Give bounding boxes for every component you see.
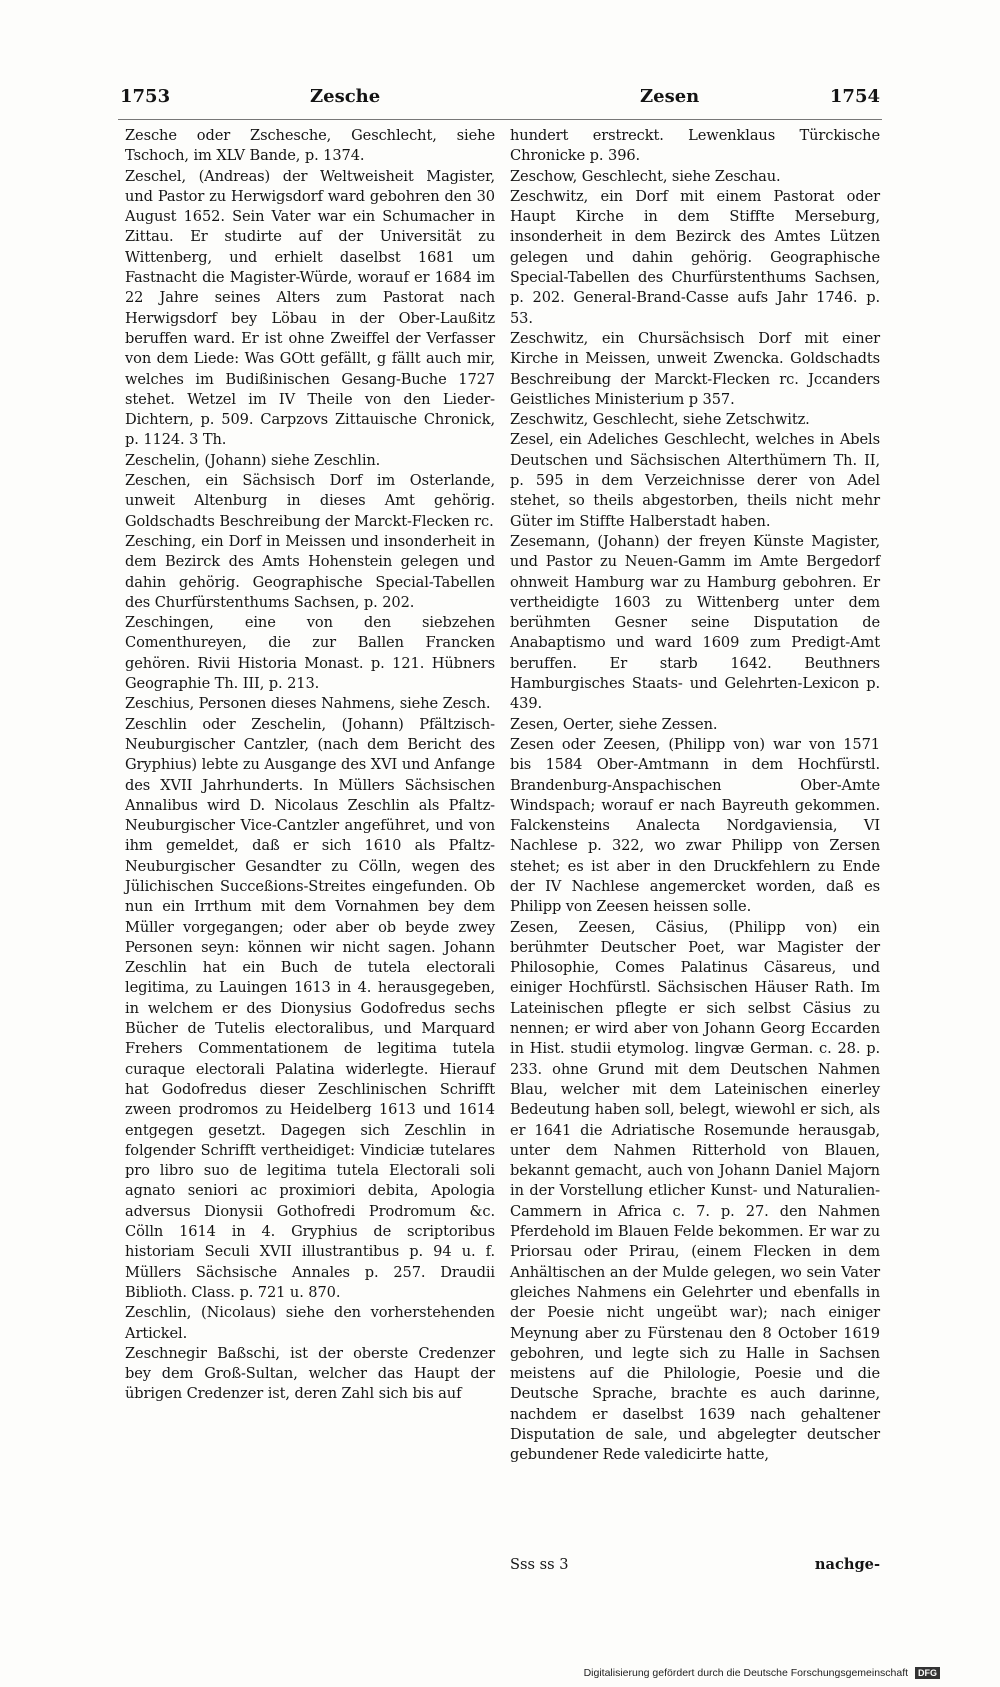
entry-paragraph: Zeschius, Personen dieses Nahmens, siehe Zesch.: [125, 695, 491, 713]
entry-paragraph: hundert erstreckt. Lewenklaus Türckische Chronicke p. 396.: [510, 127, 880, 165]
running-header: [120, 86, 880, 116]
dfg-logo: DFG: [915, 1667, 940, 1679]
page-number-right: 1754: [829, 86, 880, 107]
entry-paragraph: Zeschwitz, Geschlecht, siehe Zetschwitz.: [510, 411, 810, 429]
entry-paragraph: Zesching, ein Dorf in Meissen und insonderheit in dem Bezirck des Amts Hohenstein gelegen und dahin gehörig. Geographische Special-Tabellen des Churfürstenthums Sachsen, p. 202.: [125, 532, 495, 611]
right-column: [510, 126, 880, 1466]
entry-paragraph: Zesen oder Zeesen, (Philipp von) war von 1571 bis 1584 Ober-Amtmann in dem Hochfürstl. Brandenburg-Anspachischen Ober-Amte Windspach; worauf er nach Bayreuth gekommen. Falckensteins Analecta Nordgaviensia, VI Nachlese p. 322, wo zwar Philipp von Zersen stehet; es ist aber in den Druckfehlern zu Ende der IV Nachlese angemercket worden, daß es Philipp von Zeesen heissen solle.: [510, 735, 880, 916]
entry-paragraph: Zeschelin, (Johann) siehe Zeschlin.: [125, 451, 381, 469]
entry-paragraph: Zesen, Oerter, siehe Zessen.: [510, 715, 718, 733]
entry-paragraph: Zesen, Zeesen, Cäsius, (Philipp von) ein berühmter Deutscher Poet, war Magister der Philosophie, Comes Palatinus Cäsareus, und einiger Hochfürstl. Sächsischen Häuser Rath. Im Lateinischen pflegte er sich selbst Cäsius zu nennen; er wird aber von Johann Georg Eccarden in Hist. studii etymolog. lingvæ German. c. 28. p. 233. ohne Grund mit dem Deutschen Nahmen Blau, welcher mit dem Lateinischen einerley Bedeutung haben soll, belegt, wiewohl er sich, als er 1641 die Adriatische Rosemunde herausgab, unter dem Nahmen Ritterhold von Blauen, bekannt gemacht, auch von Johann Daniel Majorn in der Vorstellung etlicher Kunst- und Naturalien-Cammern in Africa c. 7. p. 27. den Nahmen Pferdehold im Blauen Felde bekommen. Er war zu Priorsau oder Prirau, (einem Flecken in dem Anhältischen an der Mulde gelegen, wo sein Vater gleiches Nahmens ein Gelehrter und ebenfalls in der Poesie nicht ungeübt war); nach einiger Meynung aber zu Fürstenau den 8 October 1619 gebohren, und legte sich zu Halle in Sachsen meistens auf die Philologie, Poesie und die Deutsche Sprache, brachte es auch darinne, nachdem er daselbst 1639 nach gehaltener Disputation de sale, und abgelegter deutscher gebundener Rede valedicirte hatte,: [510, 918, 880, 1464]
entry-paragraph: Zeschwitz, ein Chursächsisch Dorf mit einer Kirche in Meissen, unweit Zwencka. Goldschadts Beschreibung der Marckt-Flecken rc. Jccanders Geistliches Ministerium p 357.: [510, 329, 880, 408]
running-head-right: Zesen: [640, 86, 700, 107]
page-number-left: 1753: [120, 86, 171, 107]
catchword: nachge-: [814, 1556, 880, 1573]
footer-credit: Digitalisierung gefördert durch die Deutsche Forschungsgemeinschaft: [583, 1667, 909, 1679]
entry-paragraph: Zeschlin, (Nicolaus) siehe den vorherstehenden Artickel.: [125, 1304, 495, 1342]
entry-paragraph: Zeschnegir Baßschi, ist der oberste Credenzer bey dem Groß-Sultan, welcher das Haupt der übrigen Credenzer ist, deren Zahl sich bis auf: [125, 1344, 495, 1403]
signature-mark: Sss ss 3: [510, 1556, 569, 1573]
entry-paragraph: Zesemann, (Johann) der freyen Künste Magister, und Pastor zu Neuen-Gamm im Amte Bergedorf ohnweit Hamburg war zu Hamburg gebohren. Er vertheidigte 1603 zu Wittenberg unter dem berühmten Gesner seine Disputation de Anabaptismo und ward 1609 zum Predigt-Amt beruffen. Er starb 1642. Beuthners Hamburgisches Staats- und Gelehrten-Lexicon p. 439.: [510, 532, 880, 713]
entry-paragraph: Zeschen, ein Sächsisch Dorf im Osterlande, unweit Altenburg in dieses Amt gehörig. Goldschadts Beschreibung der Marckt-Flecken rc.: [125, 472, 495, 530]
entry-paragraph: Zesche oder Zschesche, Geschlecht, siehe Tschoch, im XLV Bande, p. 1374.: [125, 127, 495, 165]
entry-paragraph: Zeschingen, eine von den siebzehen Comenthureyen, die zur Ballen Francken gehören. Rivii Historia Monast. p. 121. Hübners Geographie Th. III, p. 213.: [125, 614, 495, 693]
left-column: [125, 126, 495, 1405]
entry-paragraph: Zeschwitz, ein Dorf mit einem Pastorat oder Haupt Kirche in dem Stiffte Merseburg, insonderheit in dem Bezirck des Amtes Lützen gelegen und dahin gehörig. Geographische Special-Tabellen des Churfürstenthums Sachsen, p. 202. General-Brand-Casse aufs Jahr 1746. p. 53.: [510, 187, 880, 327]
running-head-left: Zesche: [310, 86, 381, 107]
header-rule: [118, 119, 882, 120]
entry-paragraph: Zesel, ein Adeliches Geschlecht, welches in Abels Deutschen und Sächsischen Alterthümern Th. II, p. 595 in dem Verzeichnisse derer von Adel stehet, so theils abgestorben, theils nicht mehr Güter im Stiffte Halberstadt haben.: [510, 431, 880, 530]
entry-paragraph: Zeschow, Geschlecht, siehe Zeschau.: [510, 167, 781, 185]
entry-paragraph: Zeschel, (Andreas) der Weltweisheit Magister, und Pastor zu Herwigsdorf ward gebohren den 30 August 1652. Sein Vater war ein Schumacher in Zittau. Er studirte auf der Universität zu Wittenberg, und erhielt daselbst 1681 um Fastnacht die Magister-Würde, worauf er 1684 im 22 Jahre seines Alters zum Pastorat nach Herwigsdorf bey Löbau in der Ober-Laußitz beruffen ward. Er ist ohne Zweiffel der Verfasser von dem Liede: Was GOtt gefällt, g fällt auch mir, welches im Budißinischen Gesang-Buche 1727 stehet. Wetzel im IV Theile von den Lieder-Dichtern, p. 509. Carpzovs Zittauische Chronick, p. 1124. 3 Th.: [125, 167, 495, 449]
entry-paragraph: Zeschlin oder Zeschelin, (Johann) Pfältzisch-Neuburgischer Cantzler, (nach dem Bericht des Gryphius) lebte zu Ausgange des XVI und Anfange des XVII Jahrhunderts. In Müllers Sächsischen Annalibus wird D. Nicolaus Zeschlin als Pfaltz-Neuburgischer Vice-Cantzler angeführet, und von ihm gemeldet, daß er sich 1610 als Pfaltz-Neuburgischer Gesandter zu Cölln, wegen des Jülichischen Succeßions-Streites eingefunden. Ob nun ein Irrthum mit dem Vornahmen bey dem Müller vorgegangen; oder aber ob beyde zwey Personen seyn: können wir nicht sagen. Johann Zeschlin hat ein Buch de tutela electorali legitima, zu Lauingen 1613 in 4. herausgegeben, in welchem er des Dionysius Godofredus sechs Bücher de Tutelis electoralibus, und Marquard Frehers Commentationem de legitima tutela curaque electorali Palatina widerlegte. Hierauf hat Godofredus dieser Zeschlinischen Schrifft zween prodromos zu Heidelberg 1613 und 1614 entgegen gesetzt. Dagegen sich Zeschlin in folgender Schrifft vertheidiget: Vindiciæ tutelares pro libro suo de legitima tutela Electorali soli agnato seniori ac proximiori debita, Apologia adversus Dionysii Gothofredi Prodromum &c. Cölln 1614 in 4. Gryphius de scriptoribus historiam Seculi XVII illustrantibus p. 94 u. f. Müllers Sächsische Annales p. 257. Draudii Biblioth. Class. p. 721 u. 870.: [125, 715, 495, 1301]
digitization-footer: [584, 1667, 940, 1679]
